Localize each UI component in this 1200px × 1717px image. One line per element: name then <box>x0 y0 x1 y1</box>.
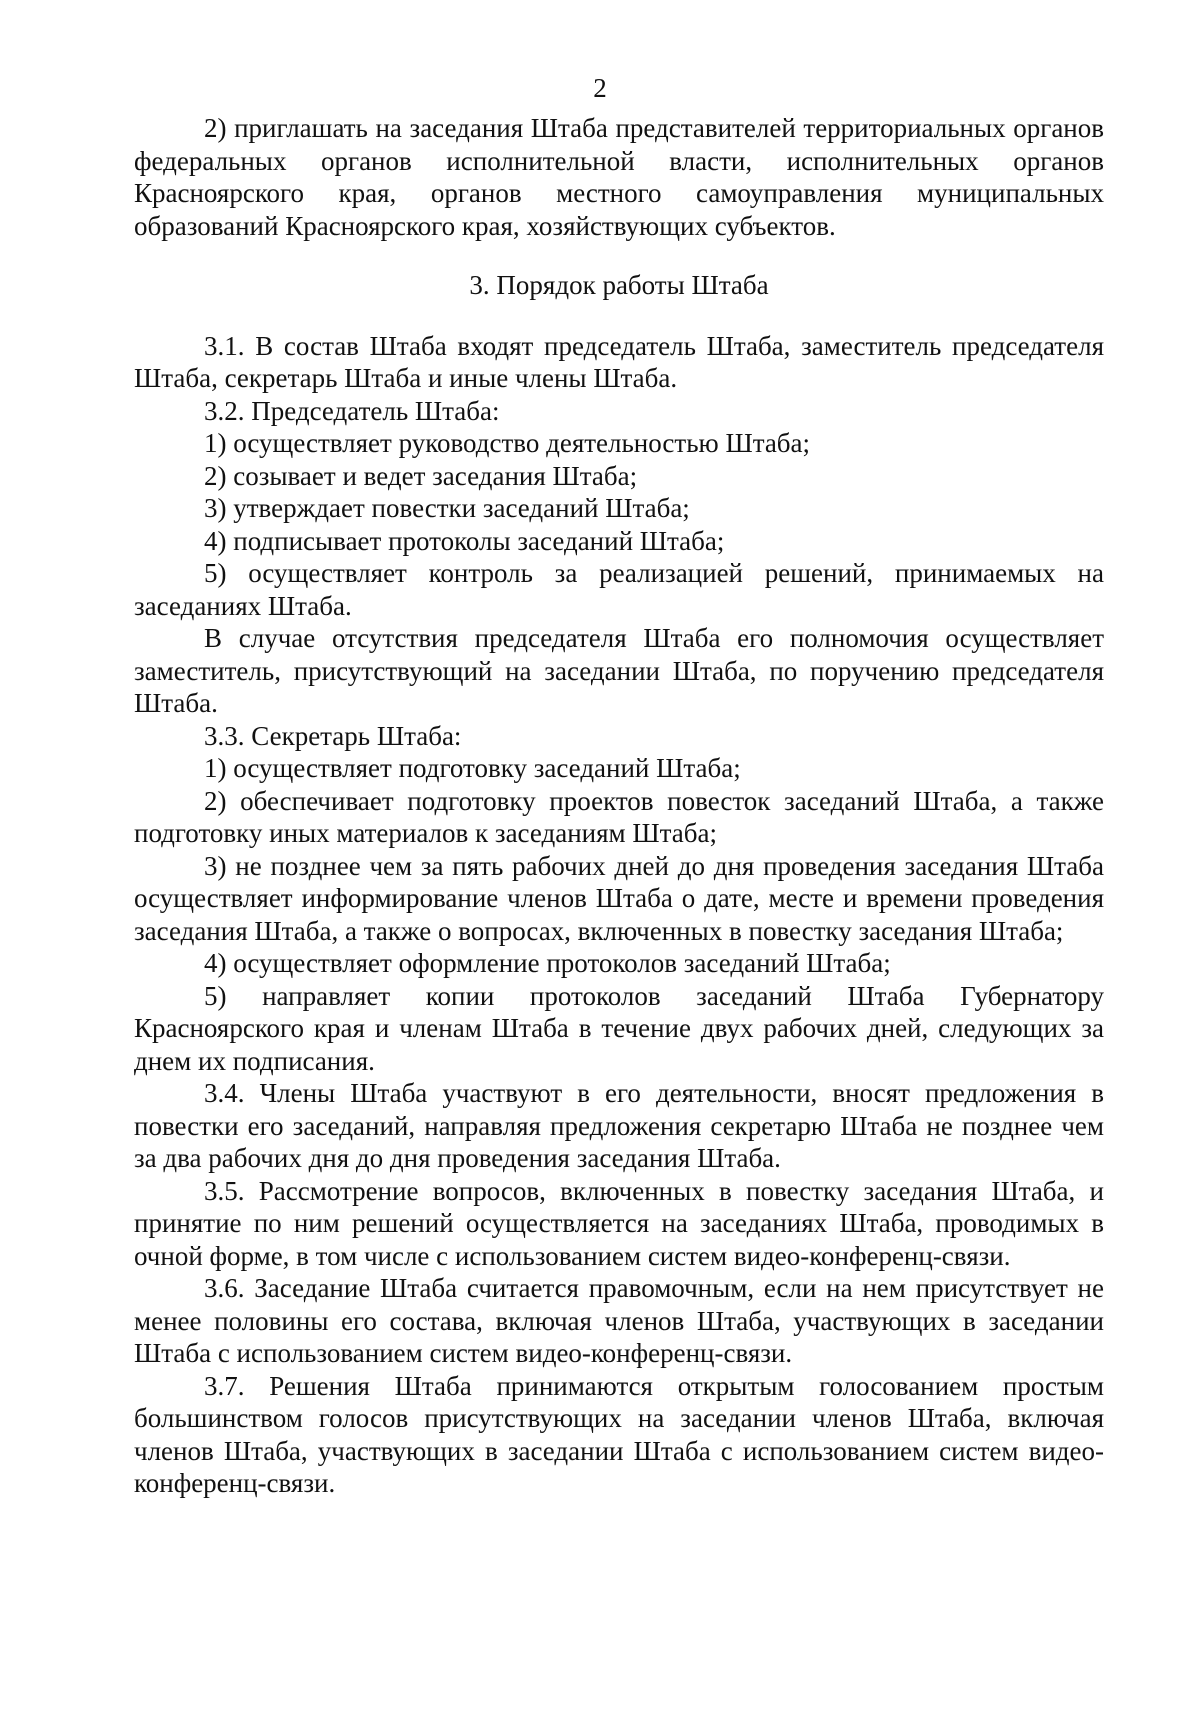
list-item: 4) подписывает протоколы заседаний Штаба; <box>204 525 725 556</box>
list-item: 5) осуществляет контроль за реализацией решений, принимаемых на заседаниях Штаба. <box>134 558 1104 621</box>
list-item: 2) созывает и ведет заседания Штаба; <box>204 460 638 491</box>
paragraph-3-6: 3.6. Заседание Штаба считается правомочным, если на нем присутствует не менее половины его состава, включая членов Штаба, участвующих в заседании Штаба с использованием систем видео-конференц-связи. <box>134 1273 1104 1368</box>
paragraph-chair-absence: В случае отсутствия председателя Штаба его полномочия осуществляет заместитель, присутствующий на заседании Штаба, по поручению председателя Штаба. <box>134 623 1104 718</box>
list-item: 2) обеспечивает подготовку проектов повесток заседаний Штаба, а также подготовку иных материалов к заседаниям Штаба; <box>134 785 1104 848</box>
list-item: 1) осуществляет руководство деятельностью Штаба; <box>204 428 811 458</box>
paragraph-3-1: 3.1. В состав Штаба входят председатель Штаба, заместитель председателя Штаба, секретарь Штаба и иные члены Штаба. <box>134 330 1104 393</box>
paragraph-3-4: 3.4. Члены Штаба участвуют в его деятельности, вносят предложения в повестки его заседаний, направляя предложения секретарю Штаба не позднее чем за два рабочих дня до дня проведения заседания Штаба. <box>134 1078 1104 1173</box>
document-body <box>134 112 1104 1500</box>
paragraph-3-3: 3.3. Секретарь Штаба: <box>204 720 462 751</box>
section-heading: 3. Порядок работы Штаба <box>469 270 769 300</box>
list-item: 1) осуществляет подготовку заседаний Штаба; <box>204 753 741 783</box>
page-number: 2 <box>593 73 607 103</box>
list-item: 3) не позднее чем за пять рабочих дней до дня проведения заседания Штаба осуществляет информирование членов Штаба о дате, месте и времени проведения заседания Штаба, а также о вопросах, включенных в повестку заседания Штаба; <box>134 850 1104 946</box>
list-item: 3) утверждает повестки заседаний Штаба; <box>204 493 690 523</box>
paragraph-3-2: 3.2. Председатель Штаба: <box>204 395 500 426</box>
list-item: 4) осуществляет оформление протоколов заседаний Штаба; <box>204 948 891 978</box>
paragraph-3-7: 3.7. Решения Штаба принимаются открытым голосованием простым большинством голосов присутствующих на заседании членов Штаба, включая членов Штаба, участвующих в заседании Штаба с использованием систем видео-конференц-связи. <box>134 1370 1104 1498</box>
paragraph-2-2: 2) приглашать на заседания Штаба представителей территориальных органов федеральных органов исполнительной власти, исполнительных органов Красноярского края, органов местного самоуправления муниципальных образований Красноярского края, хозяйствующих субъектов. <box>134 113 1104 241</box>
list-item: 5) направляет копии протоколов заседаний Штаба Губернатору Красноярского края и членам Штаба в течение двух рабочих дней, следующих за днем их подписания. <box>134 980 1104 1076</box>
paragraph-3-5: 3.5. Рассмотрение вопросов, включенных в повестку заседания Штаба, и принятие по ним решений осуществляется на заседаниях Штаба, проводимых в очной форме, в том числе с использованием систем видео-конференц-связи. <box>134 1175 1104 1271</box>
